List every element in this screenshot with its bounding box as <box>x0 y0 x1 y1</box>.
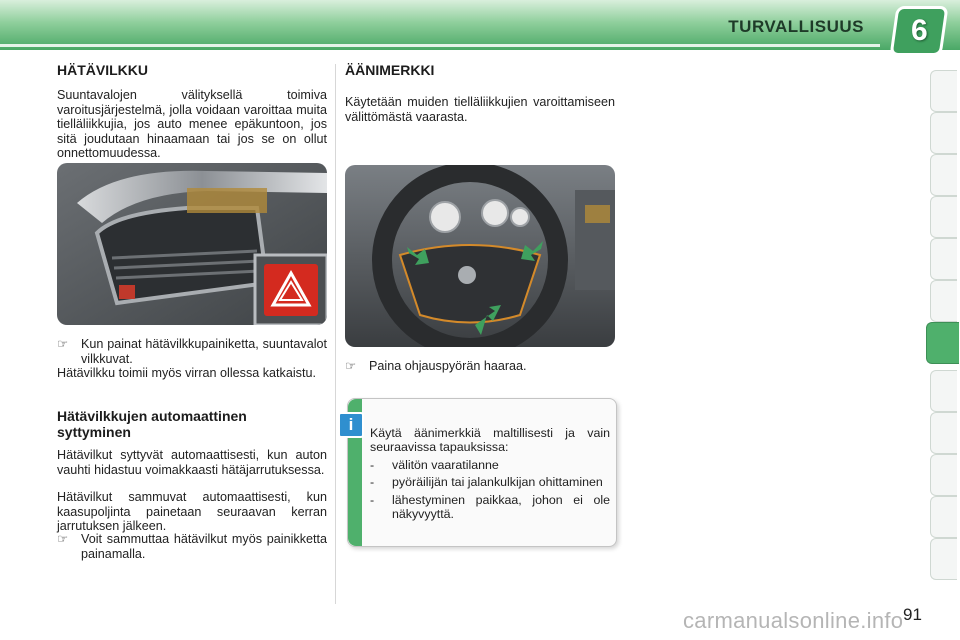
auto-hazard-text: Hätävilkut syttyvät automaattisesti, kun auton vauhti hidastuu voimakkaasti hätäjarrutuksessa. <box>57 448 327 477</box>
chapter-tabs <box>926 70 960 575</box>
horn-bullet: ☞ Paina ohjauspyörän haaraa. <box>345 359 527 373</box>
hazard-switch-photo <box>57 163 327 325</box>
chapter-tab[interactable] <box>930 238 957 280</box>
chapter-tab-active[interactable] <box>926 322 959 364</box>
dashboard-vent-illustration <box>57 163 327 325</box>
info-lead: Käytä äänimerkkiä maltillisesti ja vain seuraavissa tapauksissa: <box>370 426 610 455</box>
hazard-bullet-1: ☞ Kun painat hätävilkkupainiketta, suuntavalot vilkkuvat. <box>57 337 327 366</box>
chapter-tab[interactable] <box>930 154 957 196</box>
chapter-number-badge <box>889 6 948 56</box>
steering-wheel-illustration <box>345 165 615 347</box>
chapter-tab[interactable] <box>930 496 957 538</box>
chapter-tab[interactable] <box>930 70 957 112</box>
chapter-tab[interactable] <box>930 370 957 412</box>
chapter-tab[interactable] <box>930 196 957 238</box>
chapter-tab[interactable] <box>930 280 957 322</box>
pointing-hand-icon: ☞ <box>345 359 357 373</box>
column-divider <box>335 64 336 604</box>
hazard-intro: Suuntavalojen välityksellä toimiva varoitusjärjestelmä, jolla voidaan varoittaa muita tielläliikkujia, jos auto menee epäkuntoon, jos sitä joudutaan hinaamaan tai jos se on ollut onnettomuudessa. <box>57 88 327 161</box>
auto-hazard-heading: Hätävilkkujen automaattinen syttyminen <box>57 408 247 440</box>
pointing-hand-icon: ☞ <box>57 532 69 546</box>
horn-heading: ÄÄNIMERKKI <box>345 62 435 78</box>
info-item: - lähestyminen paikkaa, johon ei ole näkyvyyttä. <box>370 492 610 522</box>
chapter-tab[interactable] <box>930 454 957 496</box>
chapter-number: 6 <box>910 14 928 47</box>
info-icon: i <box>338 412 364 438</box>
pointing-hand-icon: ☞ <box>57 337 69 351</box>
steering-wheel-photo <box>345 165 615 347</box>
header-divider <box>0 44 880 47</box>
hazard-heading: HÄTÄVILKKU <box>57 62 148 78</box>
hazard-note: Hätävilkku toimii myös virran ollessa katkaistu. <box>57 366 316 380</box>
horn-intro: Käytetään muiden tielläliikkujien varoittamiseen välittömästä vaarasta. <box>345 95 615 124</box>
watermark: carmanualsonline.info <box>683 608 904 633</box>
info-item: - pyöräilijän tai jalankulkijan ohittaminen <box>370 475 603 490</box>
chapter-tab[interactable] <box>930 538 957 580</box>
chapter-title: TURVALLISUUS <box>728 17 864 36</box>
info-text <box>370 426 610 521</box>
page-number: 91 <box>903 605 922 624</box>
chapter-tab[interactable] <box>930 112 957 154</box>
info-item: - välitön vaaratilanne <box>370 457 499 472</box>
chapter-tab[interactable] <box>930 412 957 454</box>
hazard-bullet-2: ☞ Voit sammuttaa hätävilkut myös painikketta painamalla. <box>57 532 327 561</box>
auto-hazard-off-text: Hätävilkut sammuvat automaattisesti, kun kaasupoljinta painetaan seuraavan kerran jarrutuksen jälkeen. <box>57 490 327 534</box>
